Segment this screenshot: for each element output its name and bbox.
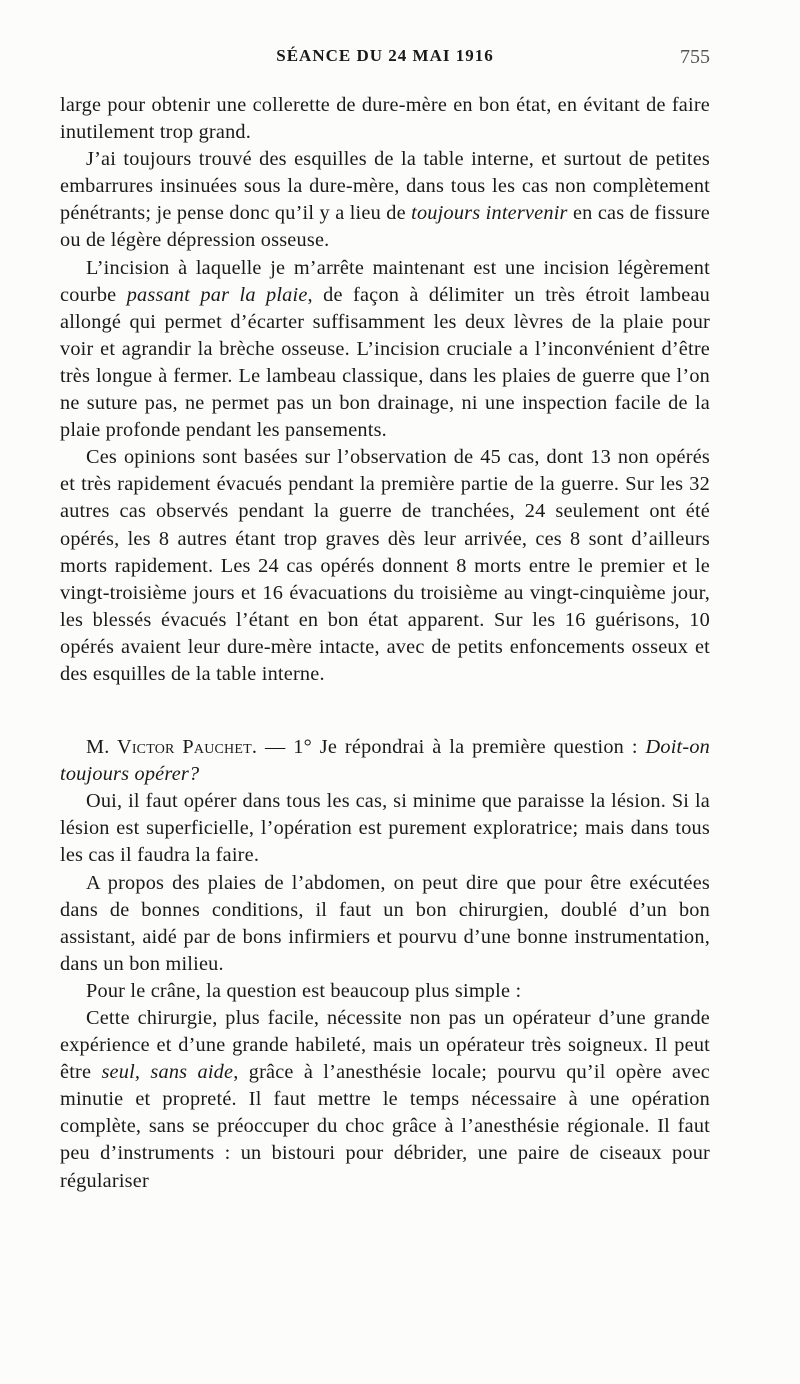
italic-emphasis: seul, sans aide [101,1061,234,1084]
paragraph: Pour le crâne, la question est beaucoup plus simple : [86,979,522,1002]
page-number: 755 [680,46,710,68]
italic-emphasis: passant par la plaie [126,283,308,306]
paragraph: Oui, il faut opérer dans tous les cas, si minime que paraisse la lésion. Si la lésion est superficielle, l’opération est purement exploratrice; mais dans tous les cas il faudra la faire. [60,790,710,867]
paragraph: large pour obtenir une collerette de dure-mère en bon état, en évitant de faire inutilement trop grand. [60,94,710,144]
running-header [60,46,710,76]
paragraph: Ces opinions sont basées sur l’observation de 45 cas, dont 13 non opérés et très rapidement évacués pendant la première partie de la guerre. Sur les 32 autres cas observés pendant la guerre de tranchées, 24 seulement ont été opérés, les 8 autres étant trop graves dès leur arrivée, ces 8 sont d’ailleurs morts rapidement. Les 24 cas opérés donnent 8 morts entre le premier et le vingt-troisième jours et 16 évacuations du troisième au vingt-cinquième jour, les blessés évacués l’étant en bon état apparent. Sur les 16 guérisons, 10 opérés avaient leur dure-mère intacte, avec de petits enfoncements osseux et des esquilles de la table interne. [60,446,710,685]
body-text [60,92,710,1195]
paragraph: Cette chirurgie, plus facile, nécessite non pas un opérateur d’une grande expérience et d’une grande habileté, mais un opérateur très soigneux. Il peut être seul, sans aide, grâce à l’anesthésie locale; pourvu qu’il opère avec minutie et propreté. Il faut mettre le temps nécessaire à une opération complète, sans se préoccuper du choc grâce à l’anesthésie régionale. Il faut peu d’instruments : un bistouri pour débrider, une paire de ciseaux pour régulariser [60,1007,710,1192]
section-break [60,688,710,734]
header-title: SÉANCE DU 24 MAI 1916 [276,46,494,65]
italic-emphasis: toujours intervenir [411,202,568,225]
speaker-name: M. Victor Pauchet. [86,736,258,759]
paragraph: A propos des plaies de l’abdomen, on peut dire que pour être exécutées dans de bonnes conditions, il faut un bon chirurgien, doublé d’un bon assistant, aidé par de bons infirmiers et pourvu d’une bonne instrumentation, dans un bon milieu. [60,871,710,975]
paragraph: J’ai toujours trouvé des esquilles de la table interne, et surtout de petites embarrures insinuées sous la dure-mère, dans tous les cas non complètement pénétrants; je pense donc qu’il y a lieu de toujours intervenir en cas de fissure ou de légère dépression osseuse. [60,148,710,252]
paragraph: M. Victor Pauchet. — 1° Je répondrai à la première question : Doit-on toujours opérer? [60,736,711,786]
paragraph: L’incision à laquelle je m’arrête maintenant est une incision légèrement courbe passant par la plaie, de façon à délimiter un très étroit lambeau allongé qui permet d’écarter suffisamment les deux lèvres de la plaie pour voir et agrandir la brèche osseuse. L’incision cruciale a l’inconvénient d’être très longue à fermer. Le lambeau classique, dans les plaies de guerre que l’on ne suture pas, ne permet pas un bon drainage, ni une inspection facile de la plaie profonde pendant les pansements. [60,256,711,442]
italic-emphasis: Doit-on toujours opérer? [60,736,711,786]
